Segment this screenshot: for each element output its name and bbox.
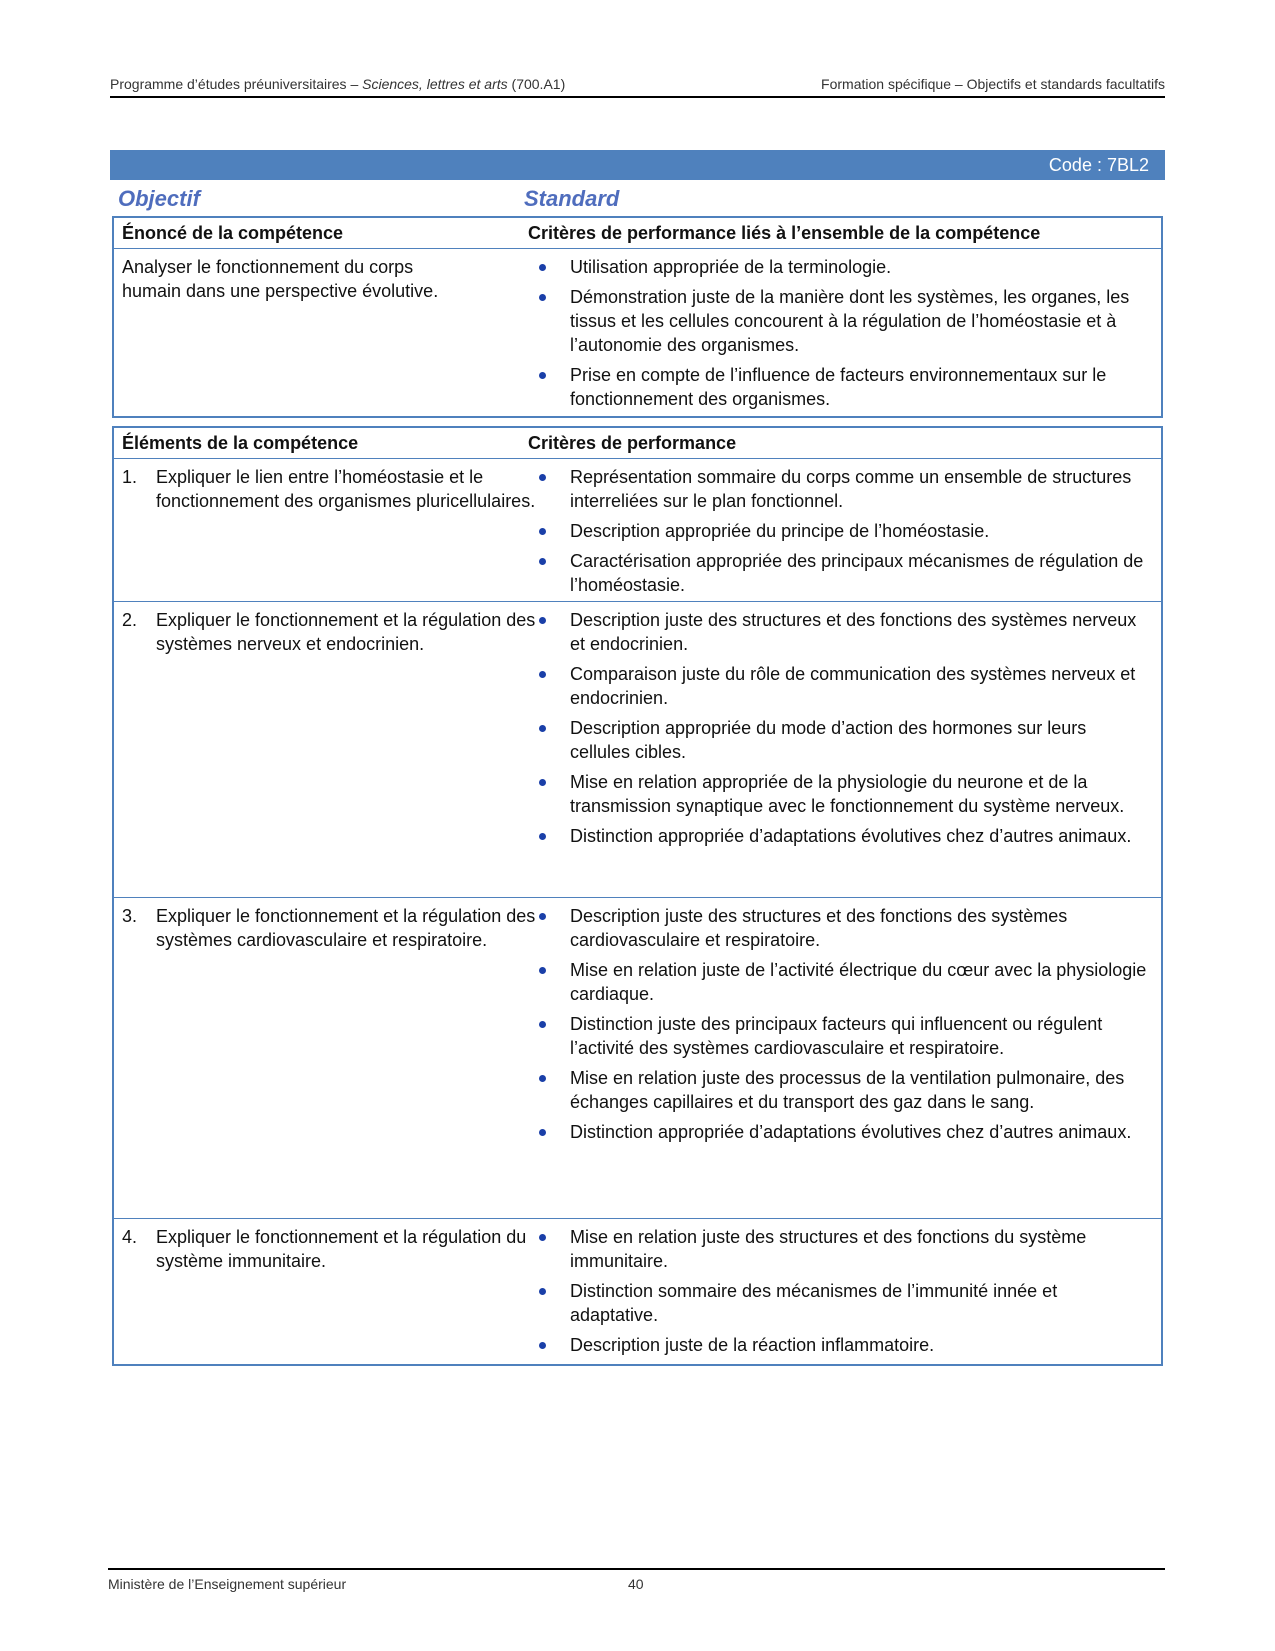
code-bar — [110, 150, 1165, 180]
list-item: Caractérisation appropriée des principaux mécanismes de régulation de l’homéostasie. — [534, 549, 1149, 597]
competency-code: Code : 7BL2 — [1048, 155, 1149, 175]
list-item: Mise en relation juste des structures et des fonctions du système immunitaire. — [534, 1225, 1149, 1273]
statement-header: Énoncé de la compétence — [122, 223, 344, 243]
objectif-label: Objectif — [118, 186, 200, 211]
criteria-list — [534, 608, 1149, 854]
program-name: Sciences, lettres et arts — [362, 76, 508, 92]
list-item: Description juste des structures et des fonctions des systèmes cardiovasculaire et respiratoire. — [534, 904, 1149, 952]
list-item: Prise en compte de l’influence de facteurs environnementaux sur le fonctionnement des organismes. — [534, 363, 1149, 411]
page-footer — [108, 1568, 1165, 1590]
element-3 — [122, 904, 546, 952]
section-labels — [110, 186, 1165, 212]
element-text: Expliquer le fonctionnement et la régulation des systèmes cardiovasculaire et respiratoire. — [156, 906, 536, 950]
general-criteria-header: Critères de performance liés à l’ensemble de la compétence — [528, 223, 1041, 243]
list-item: Mise en relation appropriée de la physiologie du neurone et de la transmission synaptique avec le fonctionnement du système nerveux. — [534, 770, 1149, 818]
table-row — [114, 459, 1161, 602]
criteria-list — [534, 1225, 1149, 1363]
list-item: Distinction sommaire des mécanismes de l’immunité innée et adaptative. — [534, 1279, 1149, 1327]
list-item: Représentation sommaire du corps comme un ensemble de structures interreliées sur le plan fonctionnel. — [534, 465, 1149, 513]
list-item: Démonstration juste de la manière dont les systèmes, les organes, les tissus et les cellules concourent à la régulation de l’homéostasie et à l’autonomie des organismes. — [534, 285, 1149, 357]
page-number: 40 — [628, 1576, 644, 1592]
criteria-list — [534, 465, 1149, 603]
general-criteria-list — [534, 255, 1149, 417]
list-item: Distinction appropriée d’adaptations évolutives chez d’autres animaux. — [534, 824, 1149, 848]
elements-header: Éléments de la compétence — [122, 433, 359, 453]
standard-label: Standard — [524, 186, 620, 211]
element-1 — [122, 465, 546, 513]
list-item: Mise en relation juste de l’activité électrique du cœur avec la physiologie cardiaque. — [534, 958, 1149, 1006]
footer-ministry: Ministère de l’Enseignement supérieur — [108, 1576, 347, 1592]
list-item: Comparaison juste du rôle de communication des systèmes nerveux et endocrinien. — [534, 662, 1149, 710]
criteria-list — [534, 904, 1149, 1150]
table-row — [114, 898, 1161, 1219]
element-2 — [122, 608, 546, 656]
element-number: 4. — [122, 1227, 138, 1247]
element-text: Expliquer le lien entre l’homéostasie et le fonctionnement des organismes pluricellulaires. — [156, 467, 536, 511]
element-number: 1. — [122, 467, 138, 487]
header-right: Formation spécifique – Objectifs et standards facultatifs — [821, 76, 1165, 92]
header-left: Programme d’études préuniversitaires – Sciences, lettres et arts (700.A1) — [110, 76, 566, 92]
statement-row — [114, 249, 1161, 415]
element-text: Expliquer le fonctionnement et la régulation des systèmes nerveux et endocrinien. — [156, 610, 536, 654]
criteria-header: Critères de performance — [528, 433, 737, 453]
element-text: Expliquer le fonctionnement et la régulation du système immunitaire. — [156, 1227, 527, 1271]
element-number: 3. — [122, 906, 138, 926]
elements-table — [112, 426, 1163, 1366]
competency-statement: Analyser le fonctionnement du corps humain dans une perspective évolutive. — [122, 257, 439, 301]
list-item: Utilisation appropriée de la terminologie. — [534, 255, 1149, 279]
competency-statement-table — [112, 216, 1163, 418]
table-row — [114, 602, 1161, 898]
elements-table-header — [114, 428, 1161, 459]
list-item: Description juste de la réaction inflammatoire. — [534, 1333, 1149, 1357]
element-number: 2. — [122, 610, 138, 630]
list-item: Description appropriée du principe de l’homéostasie. — [534, 519, 1149, 543]
list-item: Description appropriée du mode d’action des hormones sur leurs cellules cibles. — [534, 716, 1149, 764]
statement-table-header — [114, 218, 1161, 249]
list-item: Distinction appropriée d’adaptations évolutives chez d’autres animaux. — [534, 1120, 1149, 1144]
page-header — [110, 76, 1165, 98]
table-row — [114, 1219, 1161, 1359]
list-item: Distinction juste des principaux facteurs qui influencent ou régulent l’activité des systèmes cardiovasculaire et respiratoire. — [534, 1012, 1149, 1060]
list-item: Mise en relation juste des processus de la ventilation pulmonaire, des échanges capillaires et du transport des gaz dans le sang. — [534, 1066, 1149, 1114]
element-4 — [122, 1225, 546, 1273]
list-item: Description juste des structures et des fonctions des systèmes nerveux et endocrinien. — [534, 608, 1149, 656]
